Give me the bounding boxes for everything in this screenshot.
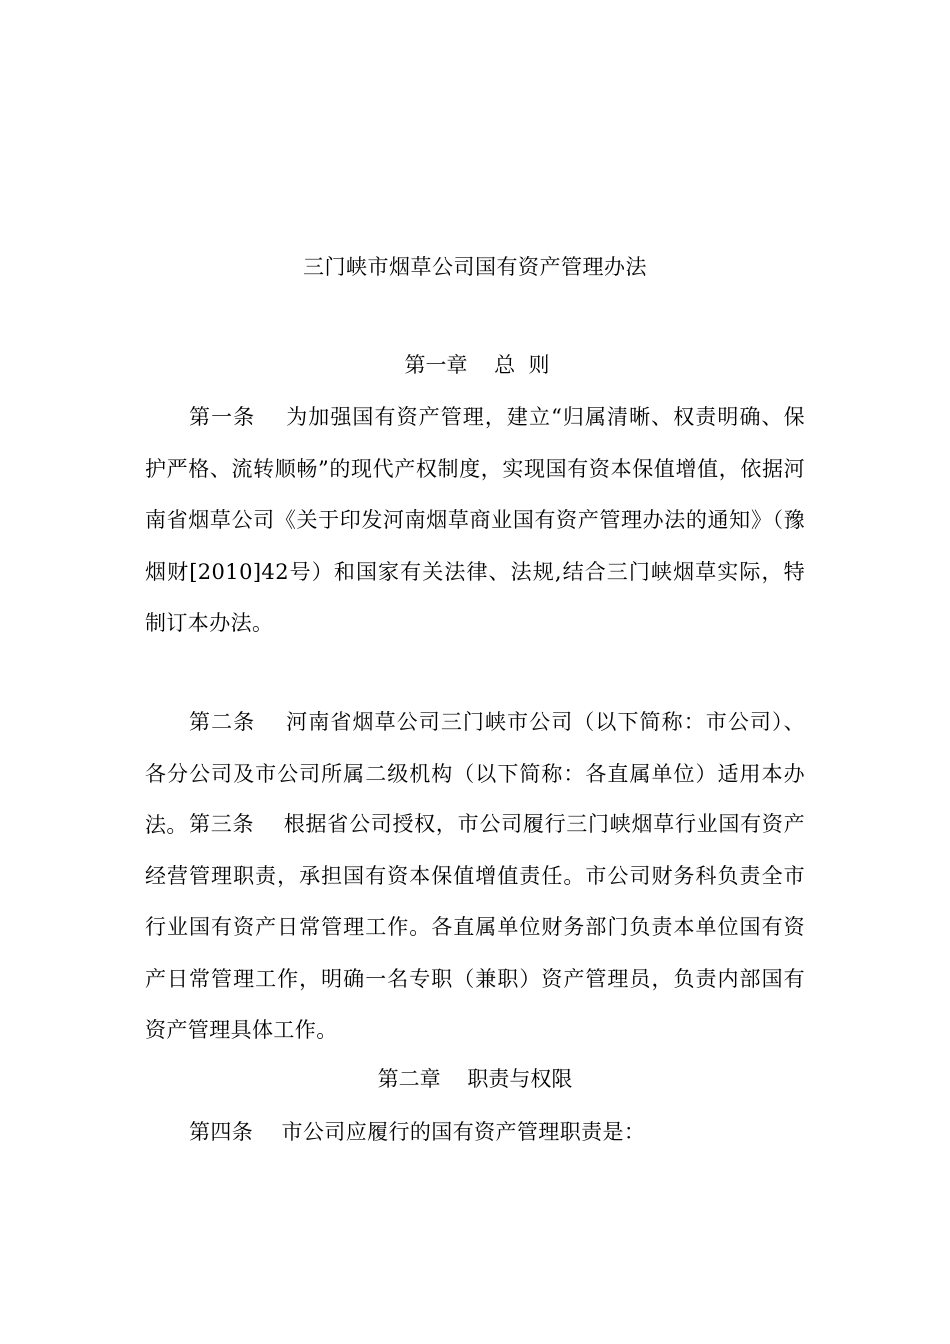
chapter-heading-2: 第二章 职责与权限 bbox=[377, 1067, 573, 1091]
article-3: 第三条 根据省公司授权，市公司履行三门峡烟草行业国有资产经营管理职责，承担国有资本保值增值责任。市公司财务科负责全市行业国有资产日常管理工作。各直属单位财务部门负责本单位国有资产日常管理工作，明确一名专职（兼职）资产管理员，负责内部国有资产管理具体工作。 bbox=[145, 812, 805, 1042]
article-4: 第四条 市公司应履行的国有资产管理职责是： bbox=[189, 1120, 646, 1144]
article-1: 第一条 为加强国有资产管理，建立“归属清晰、权责明确、保护严格、流转顺畅”的现代产权制度，实现国有资本保值增值，依据河南省烟草公司《关于印发河南烟草商业国有资产管理办法的通知》（豫烟财[2010]42号）和国家有关法律、法规,结合三门峡烟草实际，特制订本办法。 bbox=[145, 405, 805, 635]
chapter-heading-1: 第一章 总 则 bbox=[404, 353, 550, 377]
document-title: 三门峡市烟草公司国有资产管理办法 bbox=[303, 255, 647, 279]
article-2: 第二条 河南省烟草公司三门峡市公司（以下简称：市公司）、各分公司及市公司所属二级机构（以下简称：各直属单位）适用本办法。 bbox=[145, 710, 805, 837]
